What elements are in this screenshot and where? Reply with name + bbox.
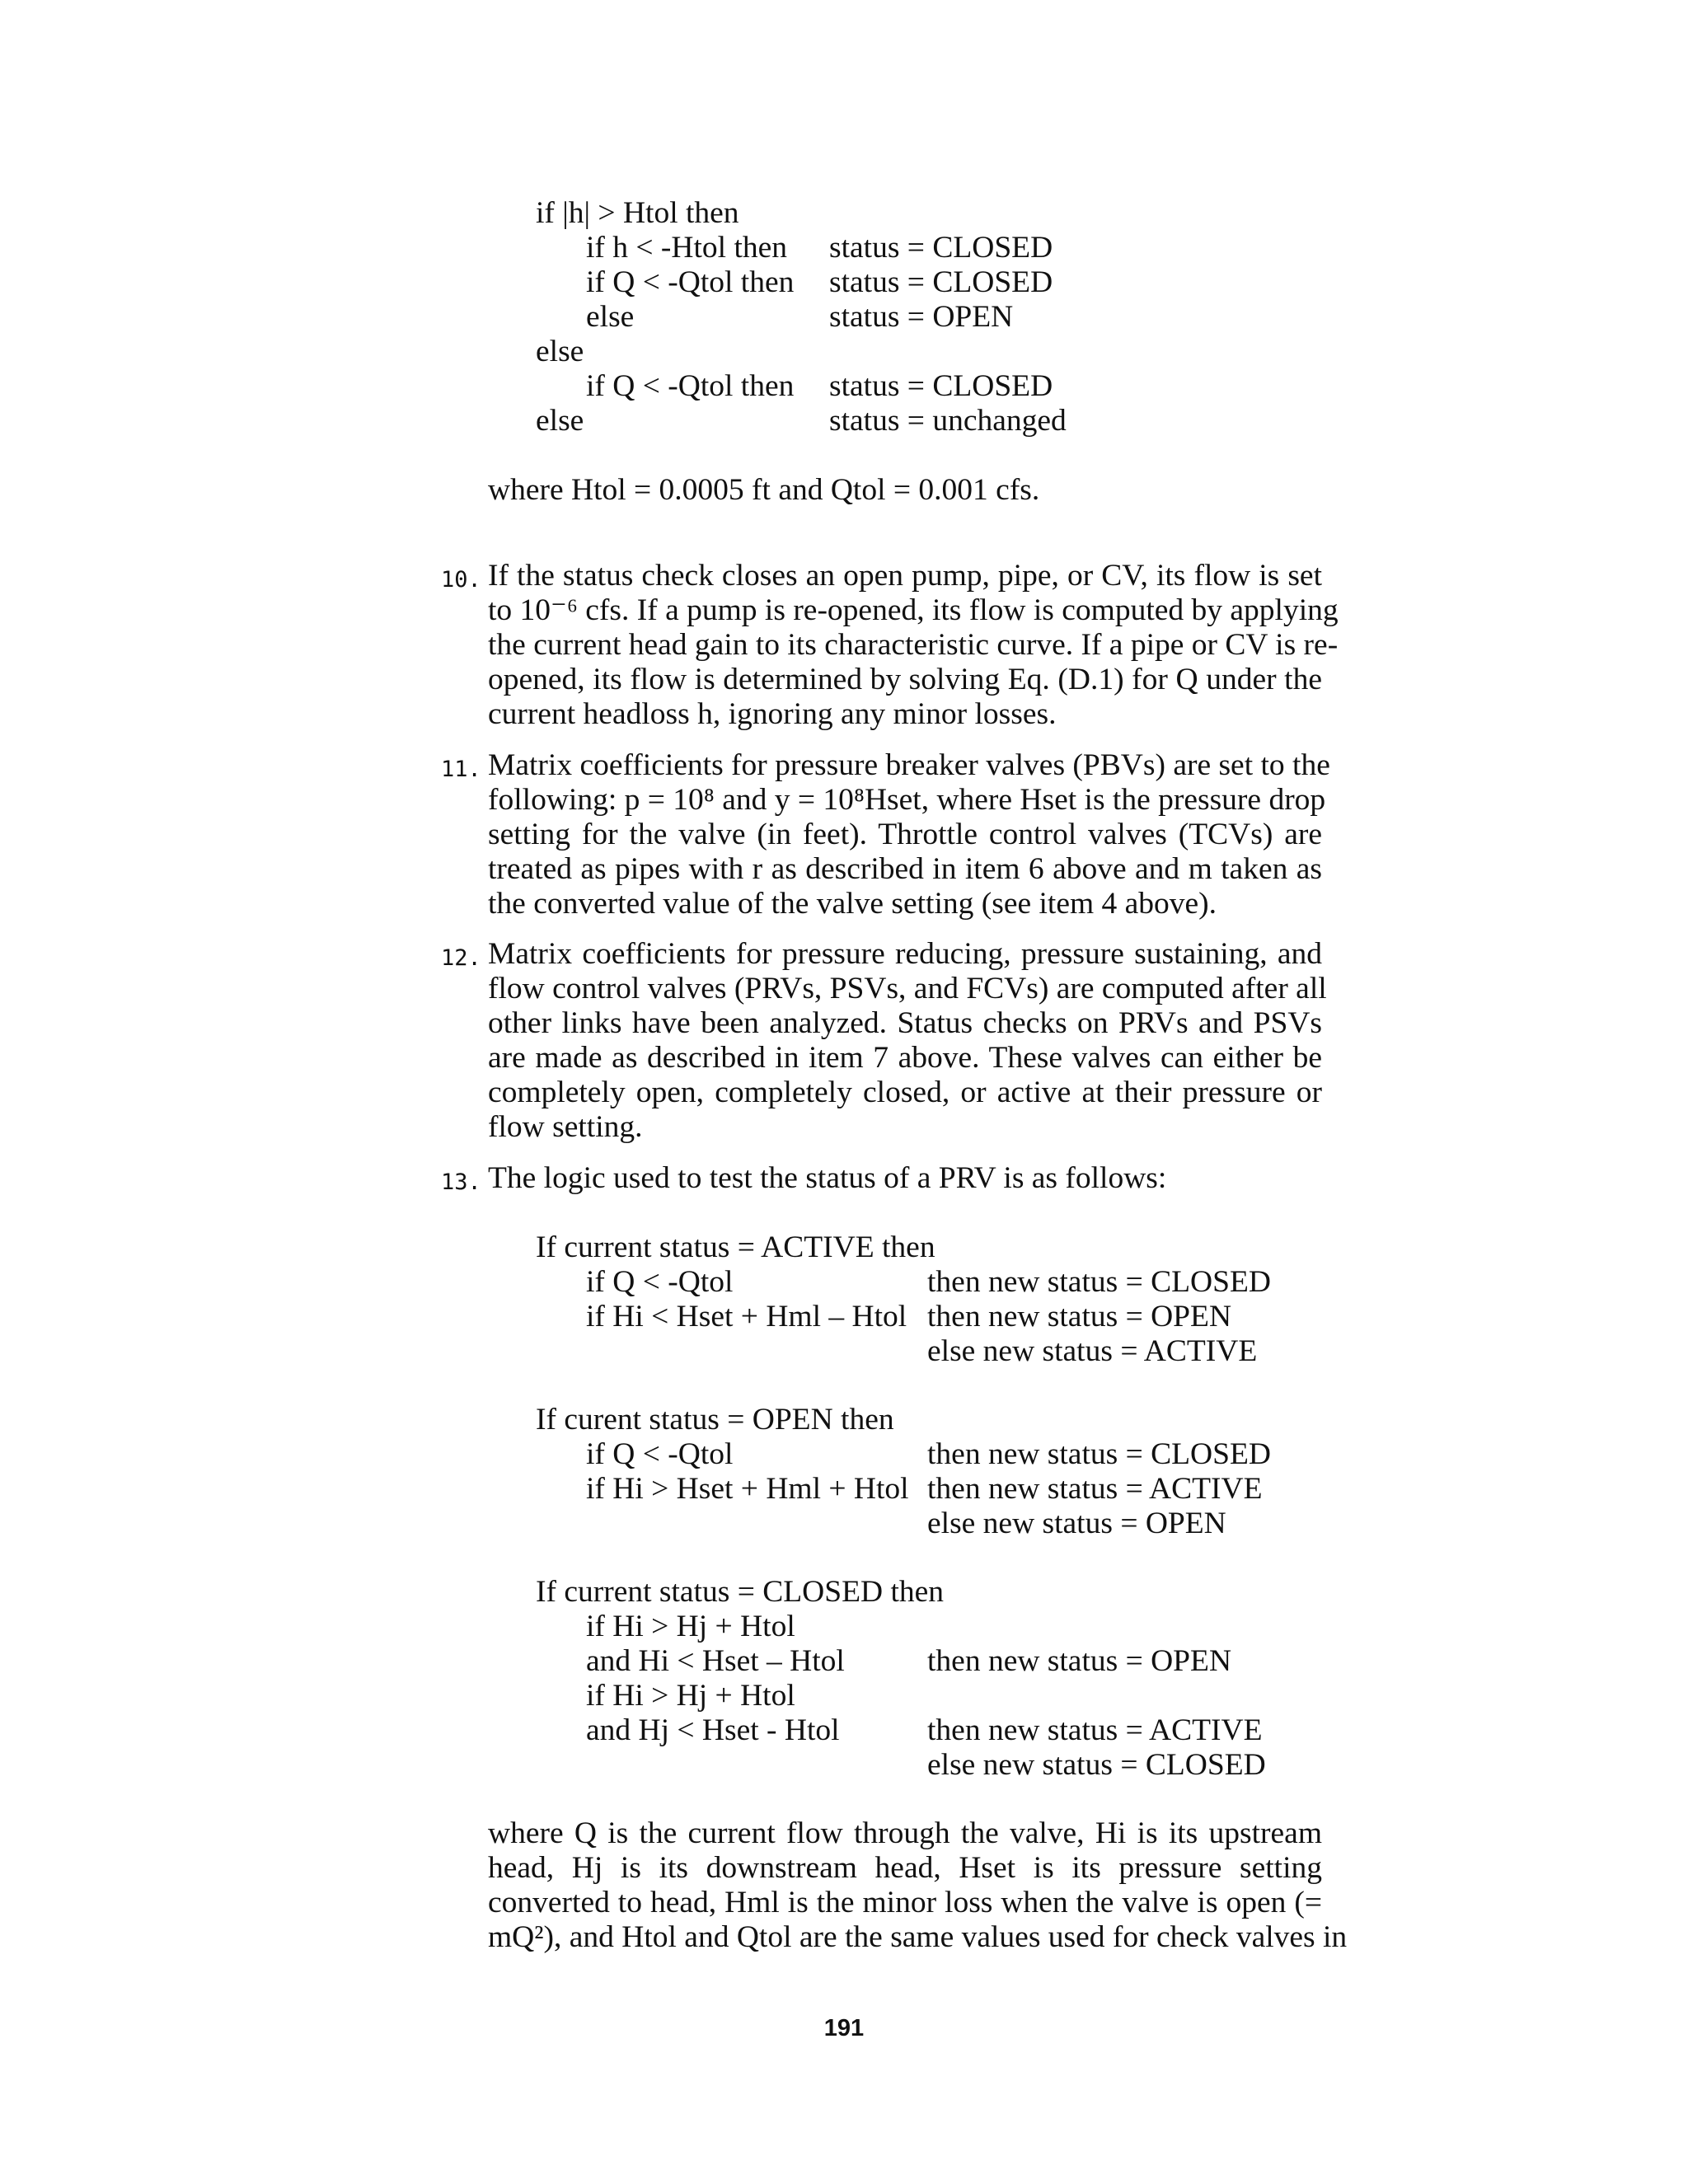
logic-condition: if Q < -Qtol then: [586, 369, 795, 403]
paragraph-line: the current head gain to its characteristic curve. If a pipe or CV is re-: [488, 628, 1339, 662]
paragraph-line: flow setting.: [488, 1110, 643, 1144]
logic-result: status = CLOSED: [829, 231, 1053, 265]
logic-condition: if Hi > Hset + Hml + Htol: [586, 1472, 909, 1506]
logic-result: then new status = ACTIVE: [927, 1472, 1263, 1506]
logic-heading: If current status = CLOSED then: [536, 1575, 945, 1609]
item-number: 11.: [441, 757, 481, 782]
closing-paragraph: [488, 1816, 1348, 1955]
logic-result: then new status = CLOSED: [927, 1265, 1271, 1299]
paragraph-line: current headloss h, ignoring any minor losses.: [488, 697, 1057, 731]
paragraph-line: where Q is the current flow through the valve, Hi is its upstream: [488, 1816, 1322, 1850]
logic-condition: if h < -Htol then: [586, 231, 788, 265]
paragraph-line: Matrix coefficients for pressure breaker valves (PBVs) are set to the: [488, 748, 1330, 782]
logic-result: then new status = ACTIVE: [927, 1713, 1263, 1747]
logic-result: then new status = OPEN: [927, 1644, 1232, 1678]
paragraph-line: The logic used to test the status of a PRV is as follows:: [488, 1161, 1167, 1195]
paragraph-line: converted to head, Hml is the minor loss when the valve is open (=: [488, 1886, 1322, 1919]
logic-result: else new status = CLOSED: [927, 1748, 1266, 1782]
logic-condition: if Q < -Qtol then: [586, 265, 795, 299]
logic-condition: if Hi > Hj + Htol: [586, 1679, 795, 1713]
paragraph-line: treated as pipes with r as described in item 6 above and m taken as: [488, 852, 1322, 886]
logic-condition: and Hj < Hset - Htol: [586, 1713, 840, 1747]
paragraph-line: mQ²), and Htol and Qtol are the same values used for check valves in: [488, 1920, 1348, 1954]
paragraph-line: opened, its flow is determined by solving Eq. (D.1) for Q under the: [488, 663, 1322, 696]
logic-condition: if Hi < Hset + Hml – Htol: [586, 1300, 907, 1333]
paragraph-line: the converted value of the valve setting (see item 4 above).: [488, 887, 1217, 921]
paragraph-line: following: p = 10⁸ and y = 10⁸Hset, where Hset is the pressure drop: [488, 783, 1326, 817]
logic-result: then new status = CLOSED: [927, 1437, 1271, 1471]
paragraph-line: head, Hj is its downstream head, Hset is its pressure setting: [488, 1851, 1322, 1885]
logic-line: else: [536, 335, 584, 368]
logic-line: if |h| > Htol then: [536, 196, 739, 230]
logic-result: else new status = OPEN: [927, 1507, 1226, 1540]
logic-condition: and Hi < Hset – Htol: [586, 1644, 845, 1678]
paragraph-line: flow control valves (PRVs, PSVs, and FCVs) are computed after all: [488, 972, 1327, 1005]
item-paragraph: [488, 1161, 1322, 1196]
paragraph-line: completely open, completely closed, or active at their pressure or: [488, 1076, 1322, 1109]
logic-heading: If curent status = OPEN then: [536, 1403, 894, 1436]
logic-result: status = CLOSED: [829, 265, 1053, 299]
paragraph-line: other links have been analyzed. Status checks on PRVs and PSVs: [488, 1006, 1322, 1040]
item-paragraph: [488, 748, 1330, 921]
logic-result: else new status = ACTIVE: [927, 1334, 1258, 1368]
item-paragraph: [488, 559, 1339, 732]
logic-condition: else: [586, 300, 635, 334]
logic-condition: if Hi > Hj + Htol: [586, 1610, 795, 1643]
logic-result: then new status = OPEN: [927, 1300, 1232, 1333]
item-number: 13.: [441, 1169, 481, 1195]
logic-condition: if Q < -Qtol: [586, 1265, 734, 1299]
logic-result: status = OPEN: [829, 300, 1014, 334]
paragraph-line: are made as described in item 7 above. These valves can either be: [488, 1041, 1322, 1075]
tolerance-definition: where Htol = 0.0005 ft and Qtol = 0.001 cfs.: [488, 473, 1040, 507]
paragraph-line: Matrix coefficients for pressure reducing, pressure sustaining, and: [488, 937, 1322, 971]
logic-condition: else: [536, 404, 584, 438]
item-number: 10.: [441, 567, 481, 593]
paragraph-line: If the status check closes an open pump, pipe, or CV, its flow is set: [488, 559, 1322, 593]
paragraph-line: to 10⁻⁶ cfs. If a pump is re-opened, its flow is computed by applying: [488, 593, 1339, 627]
logic-heading: If current status = ACTIVE then: [536, 1230, 935, 1264]
page-number: 191: [823, 2015, 865, 2041]
logic-condition: if Q < -Qtol: [586, 1437, 734, 1471]
item-number: 12.: [441, 945, 481, 971]
paragraph-line: setting for the valve (in feet). Throttle control valves (TCVs) are: [488, 818, 1322, 851]
logic-result: status = unchanged: [829, 404, 1067, 438]
item-paragraph: [488, 937, 1327, 1145]
logic-result: status = CLOSED: [829, 369, 1053, 403]
